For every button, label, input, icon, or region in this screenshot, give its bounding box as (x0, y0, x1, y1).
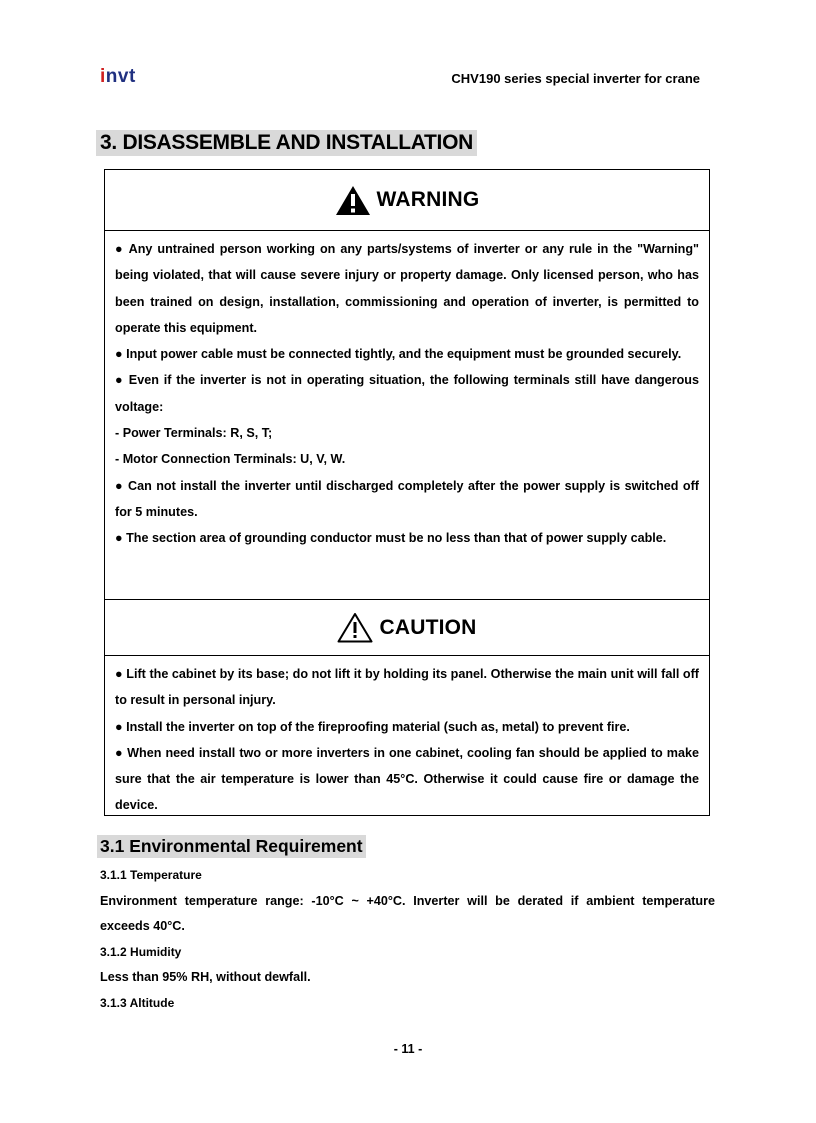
caution-box (104, 599, 710, 816)
warning-body (105, 231, 709, 556)
caution-item: ● Lift the cabinet by its base; do not lift it by holding its panel. Otherwise the main unit will fall off to result in personal injury. (115, 667, 699, 708)
chapter-title: 3. DISASSEMBLE AND INSTALLATION (96, 130, 477, 156)
warning-filled-triangle-icon (335, 185, 371, 216)
caution-item: ● When need install two or more inverters in one cabinet, cooling fan should be applied to make sure that the air temperature is lower than 45°C. Otherwise it could cause fire or damage the device. (115, 745, 699, 813)
humidity-heading: 3.1.2 Humidity (100, 944, 182, 959)
section-title: 3.1 Environmental Requirement (97, 835, 366, 858)
warning-item: ● The section area of grounding conductor must be no less than that of power supply cable. (115, 531, 667, 546)
warning-item: - Power Terminals: R, S, T; (115, 426, 273, 441)
warning-label: WARNING (376, 188, 480, 211)
section-content (100, 863, 715, 1016)
warning-item: ● Can not install the inverter until discharged completely after the power supply is switched off for 5 minutes. (115, 478, 699, 519)
caution-item: ● Install the inverter on top of the fireproofing material (such as, metal) to prevent fire. (115, 719, 630, 734)
caution-label: CAUTION (379, 615, 477, 639)
caution-header (105, 600, 709, 656)
invt-logo: invt (100, 66, 136, 87)
altitude-heading: 3.1.3 Altitude (100, 995, 175, 1010)
warning-item: ● Any untrained person working on any parts/systems of inverter or any rule in the "Warning" being violated, that will cause severe injury or property damage. Only licensed person, who has been trained on design, installation, commissioning and operation of inverter, is permitted to operate this equipment. (115, 242, 699, 335)
caution-body (105, 656, 709, 823)
temperature-text: Environment temperature range: -10°C ~ +40°C. Inverter will be derated if ambient temperature exceeds 40°C. (100, 893, 715, 933)
temperature-heading: 3.1.1 Temperature (100, 868, 202, 882)
humidity-text: Less than 95% RH, without dewfall. (100, 970, 311, 984)
warning-item: - Motor Connection Terminals: U, V, W. (115, 452, 346, 467)
page-header (100, 66, 700, 94)
warning-box (104, 169, 710, 600)
warning-item: ● Input power cable must be connected tightly, and the equipment must be grounded securely. (115, 347, 682, 362)
page-number: - 11 - (393, 1042, 423, 1056)
warning-item: ● Even if the inverter is not in operating situation, the following terminals still have dangerous voltage: (115, 373, 699, 414)
header-title: CHV190 series special inverter for crane (451, 71, 700, 86)
caution-outline-triangle-icon (337, 612, 373, 643)
warning-header (105, 170, 709, 231)
